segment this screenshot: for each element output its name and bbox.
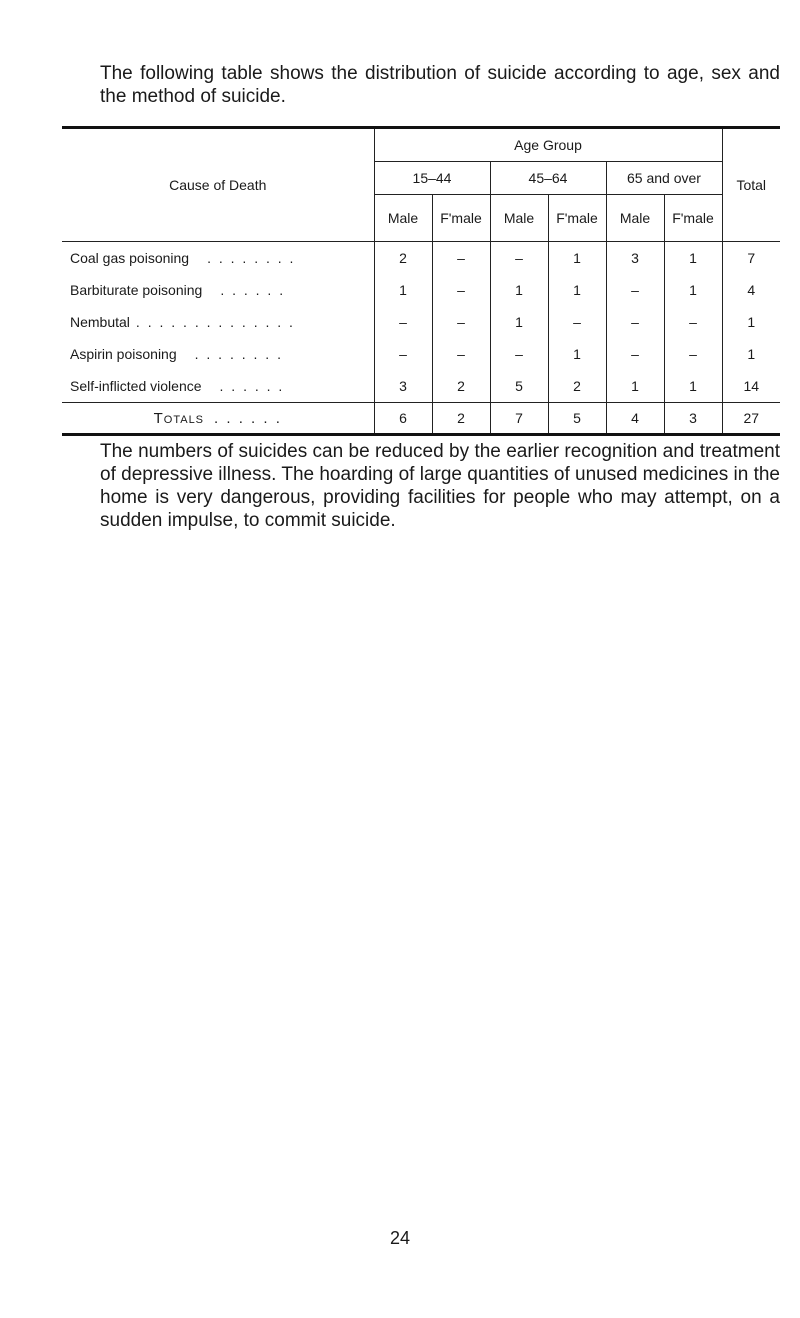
grand-total: 27 xyxy=(722,403,780,435)
leader-dots: . . . . . . . . . . . . . . xyxy=(135,314,295,330)
suicide-distribution-table xyxy=(62,126,780,436)
table-cell: – xyxy=(432,306,490,338)
table-cell: – xyxy=(606,274,664,306)
table-cell: 1 xyxy=(664,274,722,306)
sex-label: Male xyxy=(374,195,432,242)
table-cell: 2 xyxy=(432,370,490,403)
cause-label: Coal gas poisoning xyxy=(70,250,190,266)
table-cell: 5 xyxy=(490,370,548,403)
leader-dots: . . . . . . . . xyxy=(194,346,283,362)
table-cell: 1 xyxy=(606,370,664,403)
sex-label: Male xyxy=(606,195,664,242)
leader-dots: . . . . . . . . xyxy=(207,250,296,266)
row-total: 14 xyxy=(722,370,780,403)
table-cell: – xyxy=(606,306,664,338)
table-cell: 2 xyxy=(374,242,432,275)
sex-label: Male xyxy=(490,195,548,242)
intro-paragraph: The following table shows the distribution of suicide according to age, sex and the method of suicide. xyxy=(100,63,780,107)
totals-row xyxy=(62,403,780,435)
row-total: 1 xyxy=(722,306,780,338)
row-total: 4 xyxy=(722,274,780,306)
table-cell: – xyxy=(548,306,606,338)
table-row xyxy=(62,242,780,275)
table-cell: 2 xyxy=(548,370,606,403)
sex-label: F'male xyxy=(432,195,490,242)
table-row xyxy=(62,338,780,370)
totals-cell: 5 xyxy=(548,403,606,435)
sex-label: F'male xyxy=(548,195,606,242)
table-cell: – xyxy=(606,338,664,370)
totals-cell: 3 xyxy=(664,403,722,435)
closing-paragraph: The numbers of suicides can be reduced by the earlier recognition and treatment of depressive illness. The hoarding of large quantities of unused medicines in the home is very dangerous, providing facilities for people who may attempt, on a sudden impulse, to commit suicide. xyxy=(100,441,780,531)
table-cell: – xyxy=(490,338,548,370)
table-cell: 1 xyxy=(548,242,606,275)
age-range-65-over: 65 and over xyxy=(606,162,722,195)
table-cell: – xyxy=(432,242,490,275)
table-cell: – xyxy=(664,306,722,338)
totals-cell: 2 xyxy=(432,403,490,435)
table-cell: – xyxy=(432,338,490,370)
sex-label: F'male xyxy=(664,195,722,242)
totals-label: Totals xyxy=(153,409,205,427)
table-row xyxy=(62,274,780,306)
cause-label: Self-inflicted violence xyxy=(70,378,202,394)
age-range-45-64: 45–64 xyxy=(490,162,606,195)
leader-dots: . . . . . . xyxy=(214,409,282,427)
table-cell: 1 xyxy=(664,370,722,403)
header-row-age-group xyxy=(62,128,780,162)
cause-label: Nembutal xyxy=(70,314,130,330)
leader-dots: . . . . . . xyxy=(219,378,285,394)
table-cell: – xyxy=(490,242,548,275)
table-cell: 3 xyxy=(374,370,432,403)
cause-label: Barbiturate poisoning xyxy=(70,282,203,298)
age-group-header: Age Group xyxy=(374,128,722,162)
table-cell: 1 xyxy=(548,338,606,370)
cause-of-death-header: Cause of Death xyxy=(169,177,267,193)
table-cell: 3 xyxy=(606,242,664,275)
cause-label: Aspirin poisoning xyxy=(70,346,177,362)
table-cell: 1 xyxy=(664,242,722,275)
table-cell: – xyxy=(432,274,490,306)
table-cell: 1 xyxy=(490,306,548,338)
totals-cell: 7 xyxy=(490,403,548,435)
totals-cell: 4 xyxy=(606,403,664,435)
row-total: 7 xyxy=(722,242,780,275)
age-range-15-44: 15–44 xyxy=(374,162,490,195)
row-total: 1 xyxy=(722,338,780,370)
table-cell: 1 xyxy=(374,274,432,306)
table-cell: – xyxy=(374,338,432,370)
table-cell: 1 xyxy=(548,274,606,306)
total-header: Total xyxy=(722,128,780,242)
totals-cell: 6 xyxy=(374,403,432,435)
table-cell: 1 xyxy=(490,274,548,306)
table-cell: – xyxy=(374,306,432,338)
table-row xyxy=(62,306,780,338)
table-cell: – xyxy=(664,338,722,370)
table-row xyxy=(62,370,780,403)
leader-dots: . . . . . . xyxy=(220,282,286,298)
page-number: 24 xyxy=(389,1228,411,1248)
